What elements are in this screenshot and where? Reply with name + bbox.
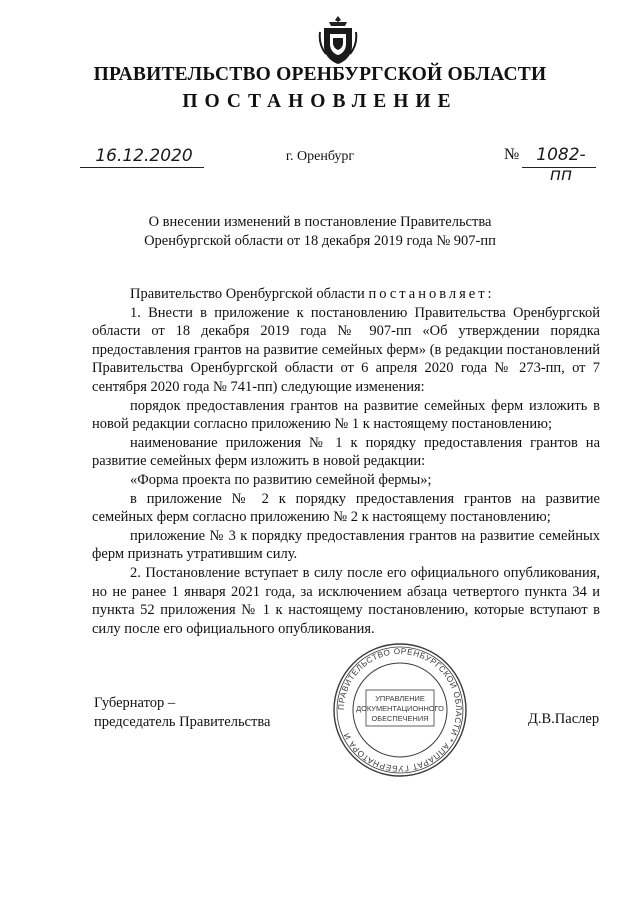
- signatory-position: [94, 694, 270, 731]
- stamp-inner-line-2: ДОКУМЕНТАЦИОННОГО: [356, 704, 444, 713]
- preamble: [92, 285, 600, 304]
- subject-line-1: О внесении изменений в постановление Правительства: [148, 214, 492, 230]
- coat-of-arms-icon: [318, 14, 358, 66]
- document-body: [92, 285, 600, 638]
- preamble-decree-word: постановляет:: [368, 286, 495, 302]
- body-paragraph: «Форма проекта по развитию семейной фермы»;: [130, 471, 432, 488]
- document-date: 16.12.2020: [95, 146, 193, 166]
- document-subject: [110, 213, 530, 251]
- number-underline: [522, 167, 596, 168]
- stamp-inner-line-3: ОБЕСПЕЧЕНИЯ: [371, 714, 429, 723]
- document-type-title: ПОСТАНОВЛЕНИЕ: [182, 91, 458, 112]
- body-paragraph: в приложение № 2 к порядку предоставления грантов на развитие семейных ферм согласно приложению № 2 к настоящему постановлению;: [92, 490, 600, 526]
- preamble-start: Правительство Оренбургской области: [130, 286, 365, 302]
- body-paragraph: 2. Постановление вступает в силу после его официального опубликования, но не ранее 1 января 2021 года, за исключением абзаца четвертого пункта 34 и пункта 52 приложения № 1 к настоящему постановлению, которые вступают в силу после его официального опубликования.: [92, 564, 600, 637]
- signatory-name: Д.В.Паслер: [528, 711, 600, 727]
- official-stamp-icon: [330, 640, 470, 780]
- government-title: ПРАВИТЕЛЬСТВО ОРЕНБУРГСКОЙ ОБЛАСТИ: [93, 64, 547, 85]
- subject-line-2: Оренбургской области от 18 декабря 2019 года № 907-пп: [144, 233, 496, 249]
- stamp-inner-line-1: УПРАВЛЕНИЕ: [375, 694, 425, 703]
- stamp-ring-text: ПРАВИТЕЛЬСТВО ОРЕНБУРГСКОЙ ОБЛАСТИ * АППАРАТ ГУБЕРНАТОРА И: [336, 646, 464, 774]
- signatory-position-line-2: председатель Правительства: [94, 713, 271, 730]
- body-paragraph: наименование приложения № 1 к порядку предоставления грантов на развитие семейных ферм изложить в новой редакции:: [92, 434, 600, 470]
- date-underline: [80, 167, 204, 168]
- number-sign: №: [504, 146, 520, 163]
- body-paragraph: 1. Внести в приложение к постановлению Правительства Оренбургской области от 18 декабря 2019 года № 907-пп «Об утверждении порядка предоставления грантов на развитие семейных ферм» (в редакции постановлений Правительства Оренбургской области от 6 апреля 2020 года № 273-пп, от 7 сентября 2020 года № 741-пп) следующие изменения:: [92, 304, 600, 395]
- signatory-position-line-1: Губернатор –: [94, 695, 176, 711]
- document-number: 1082-пп: [536, 145, 586, 185]
- document-city: г. Оренбург: [285, 149, 355, 164]
- body-paragraph: приложение № 3 к порядку предоставления грантов на развитие семейных ферм признать утратившим силу.: [92, 527, 600, 563]
- body-paragraph: порядок предоставления грантов на развитие семейных ферм изложить в новой редакции согласно приложению № 1 к настоящему постановлению;: [92, 397, 600, 433]
